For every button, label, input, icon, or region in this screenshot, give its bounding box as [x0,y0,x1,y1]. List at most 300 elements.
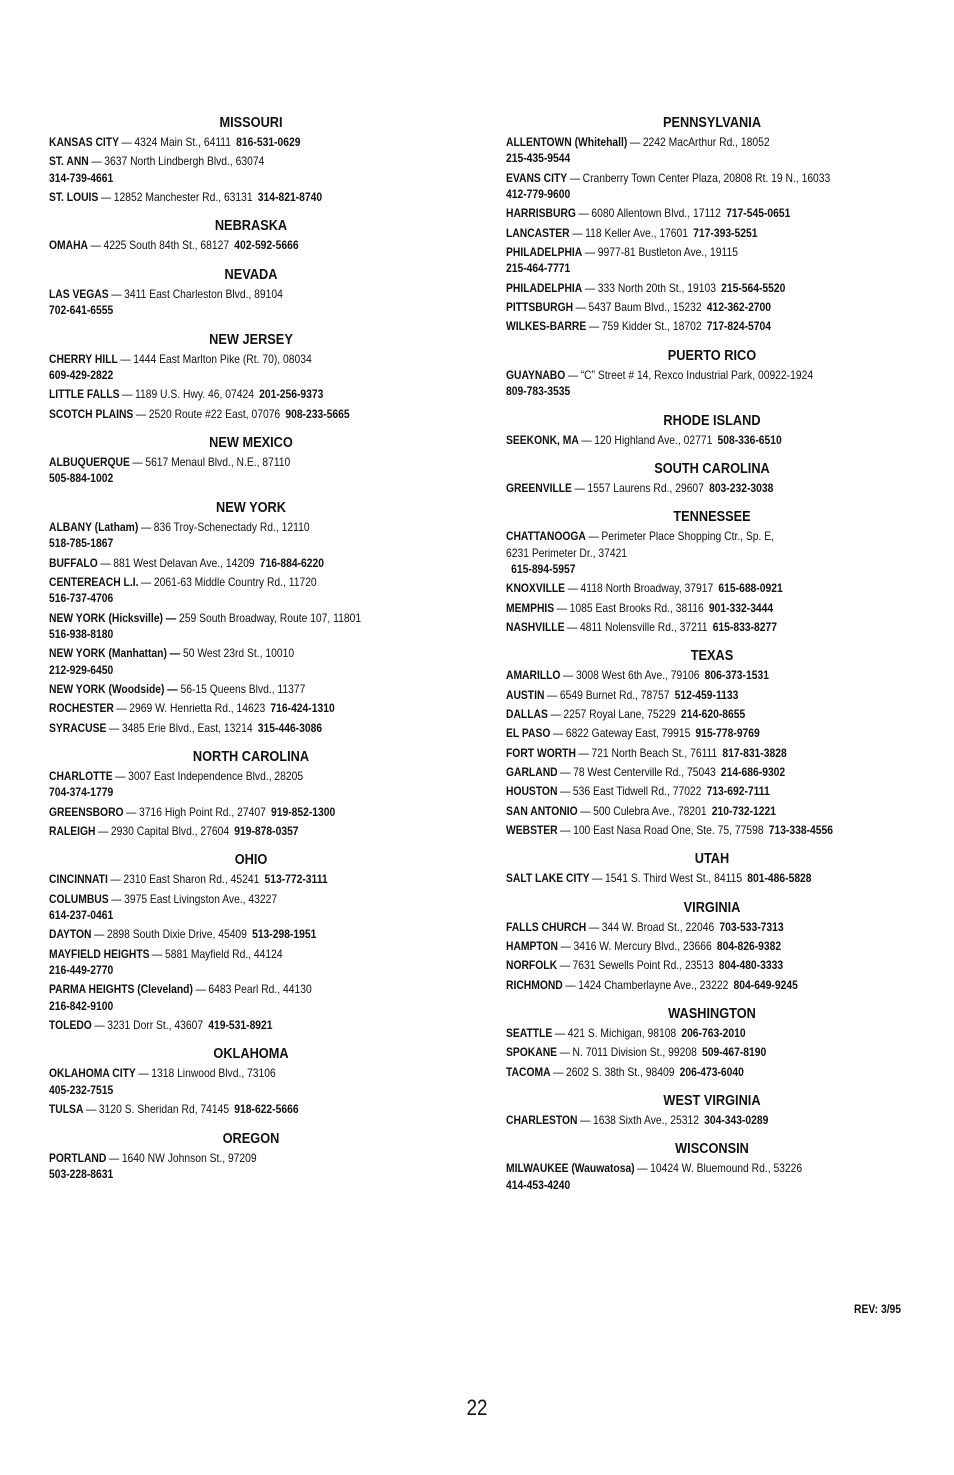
city-name: EVANS CITY [506,170,568,185]
location-entry [506,957,917,973]
location-entry [506,1064,917,1080]
city-name: FALLS CHURCH [506,919,587,934]
city-name: CHARLESTON [506,1112,578,1127]
city-name: PHILADELPHIA [506,280,583,295]
phone-number: 918-622-5666 [234,1102,299,1117]
street-address: 7631 Sewells Point Rd., 23513 [572,958,714,973]
state-section [49,851,453,1033]
city-name: PITTSBURGH [506,300,574,314]
location-entry [49,386,452,402]
street-address: 1557 Laurens Rd., 29607 [587,480,704,495]
location-entry [506,299,917,315]
location-entry [506,764,917,780]
city-name: LITTLE FALLS [49,387,120,402]
phone-number: 804-826-9382 [716,938,782,953]
city-name: WILKES-BARRE [506,319,587,334]
em-dash: — [574,480,585,495]
street-address: Perimeter Place Shopping Ctr., Sp. E, [601,529,775,544]
em-dash: — [122,387,133,402]
state-heading: UTAH [694,851,730,868]
location-entry [49,681,452,697]
location-entry [49,1065,452,1098]
street-address: 836 Troy-Schenectady Rd., 12110 [153,519,310,534]
location-entry [49,645,452,678]
em-dash: — [108,1150,120,1165]
location-entry [49,871,452,887]
em-dash: — [592,871,603,886]
location-entry [49,237,452,253]
em-dash: — [559,1045,570,1060]
city-name: WEBSTER [506,822,558,837]
em-dash: — [116,701,127,716]
street-address: N. 7011 Division St., 99208 [572,1045,697,1060]
location-entry [506,1160,917,1193]
location-entry [506,580,917,596]
state-section [506,460,918,496]
state-heading: WISCONSIN [675,1141,749,1158]
em-dash: — [140,519,152,534]
em-dash: — [572,225,583,240]
street-address: 2969 W. Henrietta Rd., 14623 [129,701,266,716]
em-dash: — [111,891,122,906]
location-entry [506,822,917,838]
city-name: RICHMOND [506,977,563,992]
phone-number: 816-531-0629 [236,135,301,149]
location-entry [506,432,917,448]
state-section [49,1130,453,1183]
phone-number: 919-878-0357 [234,823,299,838]
phone-number: 214-686-9302 [720,764,786,779]
phone-number: 717-824-5704 [706,319,772,334]
phone-number: 716-424-1310 [270,701,335,716]
location-entry [506,205,917,221]
location-entry [49,406,452,422]
phone-number: 702-641-6555 [49,303,114,318]
phone-number: 804-649-9245 [733,977,798,992]
state-heading: SOUTH CAROLINA [654,460,770,477]
phone-number: 215-564-5520 [721,280,786,295]
location-entry [49,286,452,319]
location-entry [506,1025,917,1041]
street-address: 2257 Royal Lane, 75229 [563,707,676,722]
location-entry [49,1101,452,1117]
em-dash: — [569,170,581,185]
street-address: 118 Keller Ave., 17601 [585,225,689,240]
city-name: FORT WORTH [506,745,576,760]
phone-number: 405-232-7515 [49,1082,114,1097]
em-dash: — [152,946,163,961]
em-dash: — [560,822,571,837]
street-address: 2061-63 Middle Country Rd., 11720 [153,574,317,589]
city-name: MAYFIELD HEIGHTS [49,946,150,961]
location-entry [49,555,452,571]
street-address: 759 Kidder St., 18702 [601,319,702,334]
em-dash: — [195,982,206,997]
em-dash: — [560,784,571,799]
phone-number: 412-362-2700 [706,300,772,314]
city-name: ST. LOUIS [49,190,99,204]
city-name: ALLENTOWN (Whitehall) [506,135,628,149]
phone-number: 206-763-2010 [681,1025,746,1040]
state-section [49,331,453,422]
phone-number: 315-446-3086 [257,720,323,735]
location-entry [506,600,917,616]
em-dash: — [94,1018,105,1033]
street-address: 1318 Linwood Blvd., 73106 [151,1066,276,1081]
location-entry [49,134,452,150]
state-heading: NEVADA [224,266,278,283]
street-address: 2602 S. 38th St., 98409 [566,1064,675,1079]
phone-number: 314-821-8740 [257,190,323,204]
city-name: SAN ANTONIO [506,803,578,818]
state-heading: VIRGINIA [683,899,741,916]
street-address: 2898 South Dixie Drive, 45409 [106,927,247,942]
location-entry [506,803,917,819]
street-address: 3008 West 6th Ave., 79106 [575,668,700,683]
state-heading: NEW YORK [216,499,286,516]
location-entry [506,667,917,683]
em-dash: — [111,286,122,301]
city-name: SPOKANE [506,1045,558,1060]
em-dash: — [553,1064,564,1079]
street-address: 6822 Gateway East, 79915 [565,726,691,741]
city-name: TACOMA [506,1064,551,1079]
location-entry [506,1044,917,1060]
em-dash: — [584,245,596,259]
city-name: CHARLOTTE [49,768,113,783]
location-entry [506,280,917,296]
street-address: 1541 S. Third West St., 84115 [604,871,743,886]
state-heading: MISSOURI [219,115,283,131]
street-address: 6483 Pearl Rd., 44130 [208,982,312,997]
location-entry [506,318,917,334]
street-address: 3485 Erie Blvd., East, 13214 [121,720,253,735]
location-entry [506,687,917,703]
street-address: 4225 South 84th St., 68127 [103,238,230,253]
city-name: KANSAS CITY [49,135,119,149]
city-name: CHATTANOOGA [506,529,586,544]
city-name: CINCINNATI [49,872,108,887]
city-name: GUAYNABO [506,367,566,382]
state-section [506,850,918,886]
street-address: 881 West Delavan Ave., 14209 [113,555,255,570]
em-dash: — [637,1161,648,1176]
phone-number: 206-473-6040 [679,1064,744,1079]
em-dash: — [546,687,558,702]
state-section [506,899,918,993]
street-address-line-2: 6231 Perimeter Dr., 37421 [506,545,628,560]
phone-number: 704-374-1779 [49,785,114,800]
em-dash: — [575,300,586,314]
city-name: KNOXVILLE [506,581,566,596]
state-heading: OHIO [234,852,268,869]
phone-number: 508-336-6510 [717,432,782,447]
city-name: SEEKONK, MA [506,432,579,447]
state-heading: RHODE ISLAND [663,412,761,429]
state-section [506,114,918,335]
state-section [49,266,453,319]
em-dash: — [90,238,101,253]
city-name: GREENVILLE [506,480,572,495]
location-entry [49,891,452,924]
state-section [506,1140,918,1193]
em-dash: — [563,668,574,683]
location-entry [506,725,917,741]
phone-number: 801-486-5828 [747,871,812,886]
state-section [49,434,453,487]
location-entry [49,1017,452,1033]
state-section [49,748,453,839]
street-address: 721 North Beach St., 76111 [591,745,718,760]
location-entry [49,946,452,979]
city-name: CHERRY HILL [49,351,118,366]
street-address: 1638 Sixth Ave., 25312 [592,1112,699,1127]
phone-number: 615-688-0921 [718,581,783,596]
city-name: ALBANY (Latham) [49,519,139,534]
location-entry [506,977,917,993]
street-address: 1640 NW Johnson St., 97209 [121,1150,257,1165]
city-name: SALT LAKE CITY [506,871,590,886]
location-entry [506,870,917,886]
city-name: SEATTLE [506,1025,553,1040]
location-entry [506,170,917,203]
em-dash: — [578,206,589,221]
phone-number: 919-852-1300 [271,804,336,819]
street-address: 6549 Burnet Rd., 78757 [559,687,670,702]
state-section [49,217,453,253]
city-name: MILWAUKEE (Wauwatosa) [506,1161,635,1176]
phone-number: 809-783-3535 [506,384,571,399]
city-name: RALEIGH [49,823,96,838]
phone-number: 412-779-9600 [506,187,571,202]
phone-number: 609-429-2822 [49,368,114,383]
location-entry [506,745,917,761]
street-address: 500 Culebra Ave., 78201 [593,803,707,818]
phone-number: 717-393-5251 [693,225,758,240]
em-dash: — [135,406,147,421]
city-name: NEW YORK (Woodside) — [49,681,178,696]
em-dash: — [580,803,591,818]
phone-number: 505-884-1002 [49,471,114,486]
city-name: SCOTCH PLAINS [49,406,134,421]
em-dash: — [588,529,599,544]
phone-number: 703-533-7313 [719,919,784,934]
city-name: ST. ANN [49,154,89,169]
city-name: AUSTIN [506,687,545,702]
phone-number: 614-237-0461 [49,908,114,923]
em-dash: — [560,764,571,779]
location-entry [49,189,452,205]
state-section [506,1005,918,1080]
em-dash: — [100,555,111,570]
phone-number: 615-833-8277 [712,620,777,635]
left-column [49,114,453,1194]
phone-number: 803-232-3038 [709,480,774,495]
street-address: 5437 Baum Blvd., 15232 [588,300,702,314]
em-dash: — [578,745,589,760]
em-dash: — [581,432,592,447]
phone-number: 717-545-0651 [726,206,791,221]
phone-number: 915-778-9769 [695,726,760,741]
street-address: 56-15 Queens Blvd., 11377 [180,681,306,696]
location-entry [506,783,917,799]
em-dash: — [565,977,576,992]
state-section [506,647,918,838]
em-dash: — [559,958,570,973]
em-dash: — [567,367,579,382]
em-dash: — [115,768,126,783]
phone-number: 402-592-5666 [234,238,299,253]
location-entry [506,919,917,935]
street-address: 421 S. Michigan, 98108 [567,1025,677,1040]
city-name: LAS VEGAS [49,286,109,301]
state-heading: OKLAHOMA [213,1046,289,1063]
phone-number: 615-894-5957 [511,562,576,577]
city-name: PARMA HEIGHTS (Cleveland) [49,982,193,997]
location-entry [506,480,917,496]
city-name: GREENSBORO [49,804,124,819]
street-address: 3716 High Point Rd., 27407 [139,804,266,819]
location-entry [49,574,452,607]
street-address: “C” Street # 14, Rexco Industrial Park, 00922-1924 [580,367,814,382]
city-name: GARLAND [506,764,558,779]
street-address: 3637 North Lindbergh Blvd., 63074 [104,154,265,169]
city-name: HARRISBURG [506,206,576,221]
em-dash: — [560,938,571,953]
em-dash: — [98,823,109,838]
street-address: 3416 W. Mercury Blvd., 23666 [573,938,712,953]
state-section [506,508,918,635]
location-entry [49,454,452,487]
street-address: 120 Highland Ave., 02771 [594,432,713,447]
phone-number: 509-467-8190 [701,1045,767,1060]
street-address: 4118 North Broadway, 37917 [580,581,714,596]
street-address: 1085 East Brooks Rd., 38116 [569,600,704,615]
city-name: AMARILLO [506,668,561,683]
phone-number: 304-343-0289 [704,1112,769,1127]
em-dash: — [567,620,578,635]
em-dash: — [100,190,112,204]
location-entry [49,519,452,552]
street-address: 5881 Mayfield Rd., 44124 [165,946,283,961]
em-dash: — [110,872,121,887]
city-name: NEW YORK (Hicksville) — [49,610,177,625]
location-entry [506,367,917,400]
phone-number: 806-373-1531 [704,668,769,683]
em-dash: — [121,135,132,149]
city-name: CENTEREACH L.I. [49,574,139,589]
state-heading: WEST VIRGINIA [663,1092,761,1109]
location-entry [506,619,917,635]
state-section [49,114,453,205]
street-address: 3007 East Independence Blvd., 28205 [128,768,304,783]
street-address: 50 West 23rd St., 10010 [182,646,295,661]
street-address: 5617 Menaul Blvd., N.E., 87110 [145,455,291,470]
street-address: 2310 East Sharon Rd., 45241 [123,872,260,887]
em-dash: — [552,726,564,741]
city-name: PORTLAND [49,1150,107,1165]
em-dash: — [120,351,131,366]
location-entry [506,706,917,722]
city-name: SYRACUSE [49,720,107,735]
city-name: OMAHA [49,238,88,253]
location-entry [49,804,452,820]
location-entry [506,244,917,277]
city-name: COLUMBUS [49,891,109,906]
location-entry [49,981,452,1014]
street-address: 259 South Broadway, Route 107, 11801 [179,610,362,625]
phone-number: 212-929-6450 [49,662,114,677]
phone-number: 901-332-3444 [708,600,774,615]
state-heading: TENNESSEE [673,509,751,526]
street-address: 1424 Chamberlayne Ave., 23222 [578,977,729,992]
state-heading: TEXAS [690,648,734,665]
right-column [506,114,918,1205]
state-heading: WASHINGTON [668,1005,756,1022]
state-heading: OREGON [222,1130,280,1147]
street-address: Cranberry Town Center Plaza, 20808 Rt. 19 N., 16033 [582,170,831,185]
em-dash: — [556,600,568,615]
em-dash: — [567,581,578,596]
phone-number: 713-692-7111 [706,784,770,799]
phone-number: 516-737-4706 [49,591,114,606]
phone-number: 414-453-4240 [506,1177,571,1192]
state-heading: NORTH CAROLINA [192,748,310,765]
state-heading: PENNSYLVANIA [662,115,762,131]
city-name: DALLAS [506,707,548,722]
location-entry [49,926,452,942]
city-name: MEMPHIS [506,600,555,615]
state-section [49,1045,453,1117]
street-address: 2520 Route #22 East, 07076 [148,406,281,421]
state-section [506,1092,918,1128]
location-entry [49,768,452,801]
state-heading: NEW JERSEY [209,331,293,348]
location-entry [49,351,452,384]
em-dash: — [132,455,143,470]
street-address: 536 East Tidwell Rd., 77022 [572,784,702,799]
location-entry [506,528,917,577]
em-dash: — [629,135,641,149]
location-entry [49,823,452,839]
city-name: ROCHESTER [49,701,114,716]
phone-number: 908-233-5665 [285,406,350,421]
em-dash: — [588,919,600,934]
city-name: EL PASO [506,726,551,741]
phone-number: 216-449-2770 [49,963,114,978]
state-heading: NEW MEXICO [209,435,293,452]
street-address: 3120 S. Sheridan Rd, 74145 [98,1102,230,1117]
location-entry [49,700,452,716]
state-heading: NEBRASKA [214,218,288,235]
revision-note: REV: 3/95 [854,1302,902,1316]
em-dash: — [126,804,137,819]
location-entry [49,1150,452,1183]
street-address: 2930 Capital Blvd., 27604 [110,823,230,838]
em-dash: — [554,1025,566,1040]
em-dash: — [580,1112,591,1127]
phone-number: 314-739-4661 [49,170,114,185]
em-dash: — [141,574,152,589]
location-entry [49,610,452,643]
phone-number: 513-298-1951 [252,927,317,942]
phone-number: 503-228-8631 [49,1166,114,1181]
em-dash: — [550,707,561,722]
city-name: TOLEDO [49,1018,92,1033]
em-dash: — [85,1102,97,1117]
street-address: 12852 Manchester Rd., 63131 [113,190,253,204]
street-address: 2242 MacArthur Rd., 18052 [642,135,770,149]
